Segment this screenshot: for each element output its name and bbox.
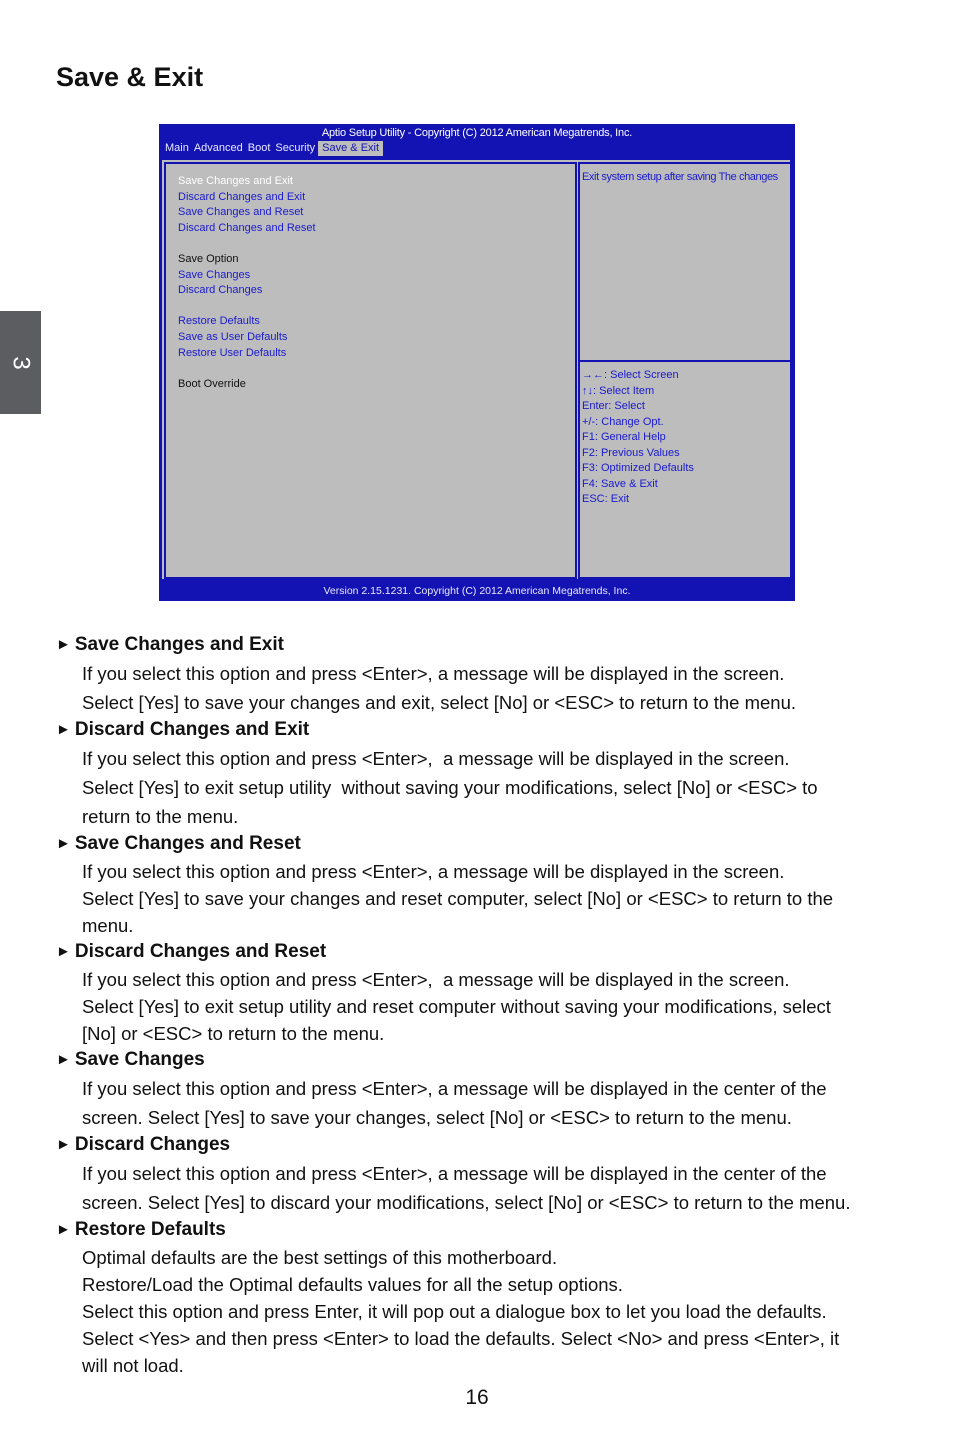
menu-item-discard-changes[interactable]: Discard Changes <box>178 284 263 297</box>
menu-item-save-user-defaults[interactable]: Save as User Defaults <box>178 330 288 343</box>
bios-menu <box>178 174 316 392</box>
page-number: 16 <box>465 1386 489 1409</box>
tab-advanced[interactable]: Advanced <box>193 142 243 154</box>
menu-item-save-changes-exit[interactable]: Save Changes and Exit <box>178 175 293 187</box>
key-legend <box>582 368 694 508</box>
section-heading: ► Discard Changes <box>56 1134 231 1155</box>
section-body: If you select this option and press <Enter>, a message will be displayed in the screen. Select [Yes] to save your changes and reset computer, select [No] or <ESC> to return to the menu. <box>82 861 834 936</box>
up-down-arrows-icon: ↑↓ <box>582 384 593 397</box>
section-body: If you select this option and press <Enter>, a message will be displayed in the screen. Select [Yes] to exit setup utility without saving your modifications, select [No] or <ESC> to return to the menu. <box>82 748 818 827</box>
section-restore-defaults <box>56 1217 916 1379</box>
menu-item-save-changes[interactable]: Save Changes <box>178 268 251 281</box>
section-body: If you select this option and press <Enter>, a message will be displayed in the screen. Select [Yes] to exit setup utility and reset computer without saving your modifications, select [No] or <ESC> to return to the menu. <box>82 969 831 1044</box>
menu-item-discard-changes-reset[interactable]: Discard Changes and Reset <box>178 221 316 234</box>
triangle-bullet-icon: ► <box>56 943 71 960</box>
chapter-number: 3 <box>7 355 35 370</box>
page-title: Save & Exit <box>56 62 204 92</box>
key-change-opt: +/-: Change Opt. <box>582 415 664 428</box>
menu-spacer <box>178 361 316 377</box>
menu-header-save-option: Save Option <box>178 252 239 265</box>
section-heading: ► Save Changes <box>56 1049 205 1070</box>
chapter-tab <box>0 311 41 414</box>
key-esc: ESC: Exit <box>582 493 630 505</box>
key-f2: F2: Previous Values <box>582 446 680 459</box>
bios-header: Aptio Setup Utility - Copyright (C) 2012 American Megatrends, Inc. <box>321 127 633 139</box>
help-text: Exit system setup after saving The changes <box>582 171 778 183</box>
triangle-bullet-icon: ► <box>56 1136 71 1153</box>
left-right-arrows-icon: →← <box>582 369 604 381</box>
triangle-bullet-icon: ► <box>56 835 71 852</box>
menu-header-boot-override: Boot Override <box>178 377 246 390</box>
section-save-changes-reset <box>56 831 916 939</box>
menu-item-restore-defaults[interactable]: Restore Defaults <box>178 315 260 328</box>
tab-boot[interactable]: Boot <box>247 142 271 154</box>
section-body: If you select this option and press <Enter>, a message will be displayed in the center of the screen. Select [Yes] to discard your modifications, select [No] or <ESC> to return to the menu. <box>82 1163 851 1213</box>
section-body: Optimal defaults are the best settings of this motherboard. Restore/Load the Optimal defaults values for all the setup options. Select this option and press Enter, it will pop out a dialogue box to let you load the defaults. Select <Yes> and then press <Enter> to load the defaults. Select <No> and press <Enter>, it will not load. <box>82 1247 840 1376</box>
menu-item-save-changes-reset[interactable]: Save Changes and Reset <box>178 206 304 219</box>
section-discard-changes-reset <box>56 939 916 1047</box>
section-save-changes-exit <box>56 632 916 717</box>
section-heading: ► Restore Defaults <box>56 1219 226 1240</box>
section-body: If you select this option and press <Enter>, a message will be displayed in the center of the screen. Select [Yes] to save your changes, select [No] or <ESC> to return to the menu. <box>82 1078 827 1128</box>
bios-screen <box>159 124 795 601</box>
bios-menu-panel <box>164 162 577 579</box>
menu-spacer <box>178 299 316 315</box>
menu-spacer <box>178 236 316 252</box>
triangle-bullet-icon: ► <box>56 1221 71 1238</box>
tab-save-exit[interactable]: Save & Exit <box>318 141 383 156</box>
bios-help-panel <box>578 162 794 362</box>
key-f1: F1: General Help <box>582 431 666 443</box>
triangle-bullet-icon: ► <box>56 1051 71 1068</box>
bios-body <box>161 159 791 580</box>
bios-footer: Version 2.15.1231. Copyright (C) 2012 American Megatrends, Inc. <box>323 585 631 597</box>
section-discard-changes-exit <box>56 717 916 831</box>
option-descriptions <box>56 632 916 1379</box>
section-discard-changes <box>56 1132 916 1217</box>
menu-item-restore-user-defaults[interactable]: Restore User Defaults <box>178 346 287 359</box>
section-save-changes <box>56 1047 916 1132</box>
key-select-screen: →←: Select Screen <box>582 369 679 381</box>
bios-keys-panel <box>578 360 794 579</box>
section-heading: ► Save Changes and Exit <box>56 634 284 655</box>
key-select-item: ↑↓: Select Item <box>582 384 655 397</box>
section-heading: ► Discard Changes and Reset <box>56 941 327 962</box>
tab-security[interactable]: Security <box>275 142 316 154</box>
menu-item-discard-changes-exit[interactable]: Discard Changes and Exit <box>178 190 306 203</box>
section-heading: ► Save Changes and Reset <box>56 833 301 854</box>
bios-tab-bar <box>163 141 384 156</box>
triangle-bullet-icon: ► <box>56 636 71 653</box>
tab-main[interactable]: Main <box>165 142 189 154</box>
key-f3: F3: Optimized Defaults <box>582 462 694 474</box>
section-body: If you select this option and press <Enter>, a message will be displayed in the screen. Select [Yes] to save your changes and exit, select [No] or <ESC> to return to the menu. <box>82 663 797 713</box>
triangle-bullet-icon: ► <box>56 721 71 738</box>
key-enter: Enter: Select <box>582 400 645 412</box>
key-f4: F4: Save & Exit <box>582 477 658 490</box>
section-heading: ► Discard Changes and Exit <box>56 719 310 740</box>
